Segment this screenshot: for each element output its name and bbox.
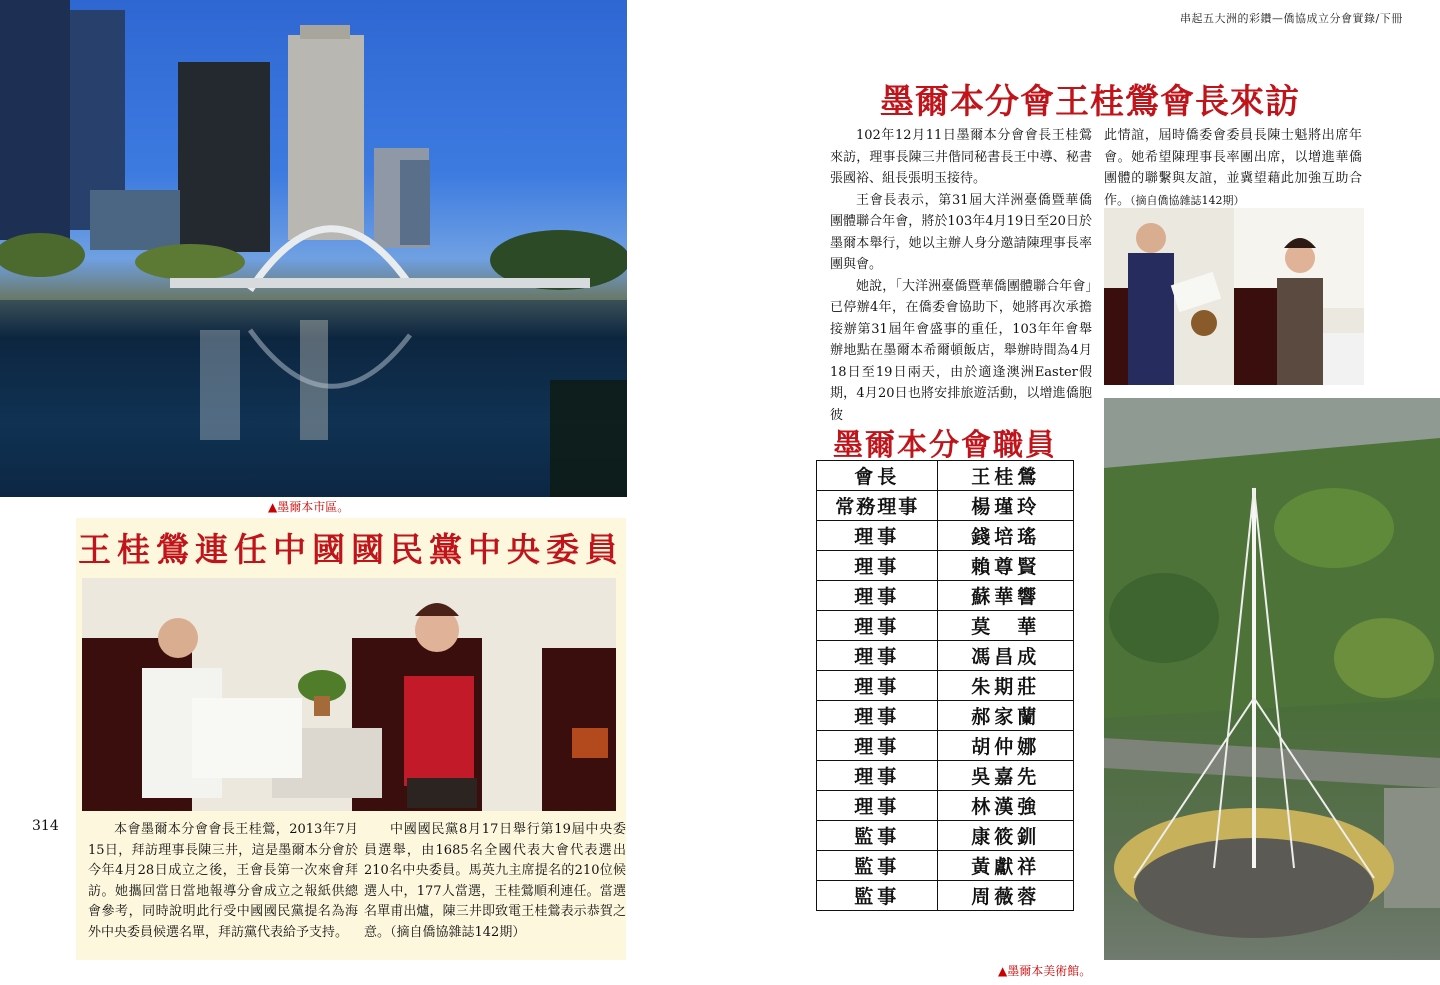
- visit-photo: [1104, 208, 1364, 385]
- visit-paragraph-continued: 此情誼，屆時僑委會委員長陳士魁將出席年會。她希望陳理事長率團出席，以增進華僑團體的聯繫與友誼，並冀望藉此加強互助合作。: [1104, 128, 1362, 208]
- staff-name: 黃獻祥: [938, 851, 1074, 881]
- meeting-illustration: [82, 578, 616, 811]
- staff-role: 理事: [817, 791, 938, 821]
- visit-paragraph: 王會長表示，第31屆大洋洲臺僑暨華僑團體聯合年會，將於103年4月19日至20日於墨爾本舉行，她以主辦人身分邀請陳理事長率團與會。: [830, 192, 1092, 272]
- staff-name: 周薇蓉: [938, 881, 1074, 911]
- staff-row: [817, 761, 1074, 791]
- visit-article-column-2: [1104, 125, 1362, 211]
- staff-role: 常務理事: [817, 491, 938, 521]
- article-title: 王桂鶯連任中國國民黨中央委員: [78, 530, 624, 569]
- staff-row: [817, 791, 1074, 821]
- staff-table: [816, 460, 1074, 911]
- staff-name: 胡仲娜: [938, 731, 1074, 761]
- staff-row: [817, 581, 1074, 611]
- visit-article-title: 墨爾本分會王桂鶯會長來訪: [880, 82, 1300, 122]
- staff-name: 王桂鶯: [938, 461, 1074, 491]
- article-column-2: [364, 820, 626, 943]
- city-photo-caption: ▲墨爾本市區。: [268, 500, 350, 514]
- staff-row: [817, 701, 1074, 731]
- staff-name: 錢培瑤: [938, 521, 1074, 551]
- visit-paragraph: 她說，「大洋洲臺僑暨華僑團體聯合年會」已停辦4年，在僑委會協助下，她將再次承擔接辦第31屆年會盛事的重任，103年年會舉辦地點在墨爾本希爾頓飯店，舉辦時間為4月18日至19日兩天，由於適逢澳洲Easter假期，4月20日也將安排旅遊活動，以增進僑胞彼: [830, 278, 1092, 423]
- staff-role: 理事: [817, 701, 938, 731]
- staff-name: 賴尊賢: [938, 551, 1074, 581]
- staff-list-title: 墨爾本分會職員: [833, 428, 1057, 463]
- visit-article-column-1: [830, 125, 1092, 426]
- staff-row: [817, 671, 1074, 701]
- staff-row: [817, 521, 1074, 551]
- staff-name: 楊瑾玲: [938, 491, 1074, 521]
- staff-name: 康筱釧: [938, 821, 1074, 851]
- staff-row: [817, 641, 1074, 671]
- melbourne-city-photo: [0, 0, 627, 497]
- staff-row: [817, 491, 1074, 521]
- meeting-photo: [82, 578, 616, 811]
- article-column-2-text: 中國國民黨8月17日舉行第19屆中央委員選舉，由1685名全國代表大會代表選出210名中央委員。馬英九主席提名的210位候選人中，177人當選，王桂鶯順利連任。當選名單甫出爐，陳三井即致電王桂鶯表示恭賀之意。: [364, 822, 626, 940]
- running-head: 串起五大洲的彩鑽—僑協成立分會實錄/下冊: [1180, 12, 1403, 25]
- staff-role: 監事: [817, 821, 938, 851]
- staff-role: 理事: [817, 731, 938, 761]
- arts-centre-illustration: [1104, 398, 1440, 960]
- staff-role: 監事: [817, 881, 938, 911]
- staff-row: [817, 551, 1074, 581]
- arts-photo-caption: ▲墨爾本美術館。: [998, 964, 1092, 978]
- staff-name: 蘇華響: [938, 581, 1074, 611]
- page-number: 314: [32, 818, 59, 834]
- melbourne-city-illustration: [0, 0, 627, 497]
- staff-role: 監事: [817, 851, 938, 881]
- staff-row: [817, 731, 1074, 761]
- staff-role: 會長: [817, 461, 938, 491]
- staff-role: 理事: [817, 641, 938, 671]
- staff-row: [817, 461, 1074, 491]
- staff-row: [817, 611, 1074, 641]
- staff-role: 理事: [817, 761, 938, 791]
- staff-name: 林漢強: [938, 791, 1074, 821]
- visit-article-source: （摘自僑協雜誌142期）: [1130, 193, 1245, 207]
- article-column-2-source: （摘自僑協雜誌142期）: [390, 924, 526, 940]
- visit-paragraph: 102年12月11日墨爾本分會會長王桂鶯來訪，理事長陳三井偕同秘書長王中導、秘書張國裕、組長張明玉接待。: [830, 128, 1092, 186]
- staff-row: [817, 821, 1074, 851]
- arts-centre-photo: [1104, 398, 1440, 960]
- staff-role: 理事: [817, 551, 938, 581]
- staff-name: 郝家蘭: [938, 701, 1074, 731]
- staff-role: 理事: [817, 671, 938, 701]
- staff-role: 理事: [817, 521, 938, 551]
- visit-illustration: [1104, 208, 1364, 385]
- staff-row: [817, 851, 1074, 881]
- staff-name: 朱期莊: [938, 671, 1074, 701]
- staff-name: 莫 華: [938, 611, 1074, 641]
- staff-row: [817, 881, 1074, 911]
- staff-role: 理事: [817, 581, 938, 611]
- staff-name: 馮昌成: [938, 641, 1074, 671]
- staff-name: 吳嘉先: [938, 761, 1074, 791]
- staff-role: 理事: [817, 611, 938, 641]
- article-column-1: 本會墨爾本分會會長王桂鶯，2013年7月15日，拜訪理事長陳三井，這是墨爾本分會於今年4月28日成立之後，王會長第一次來會拜訪。她攜回當日當地報導分會成立之報紙供總會參考，同時說明此行受中國國民黨提名為海外中央委員候選名單，拜訪黨代表給予支持。: [88, 822, 358, 940]
